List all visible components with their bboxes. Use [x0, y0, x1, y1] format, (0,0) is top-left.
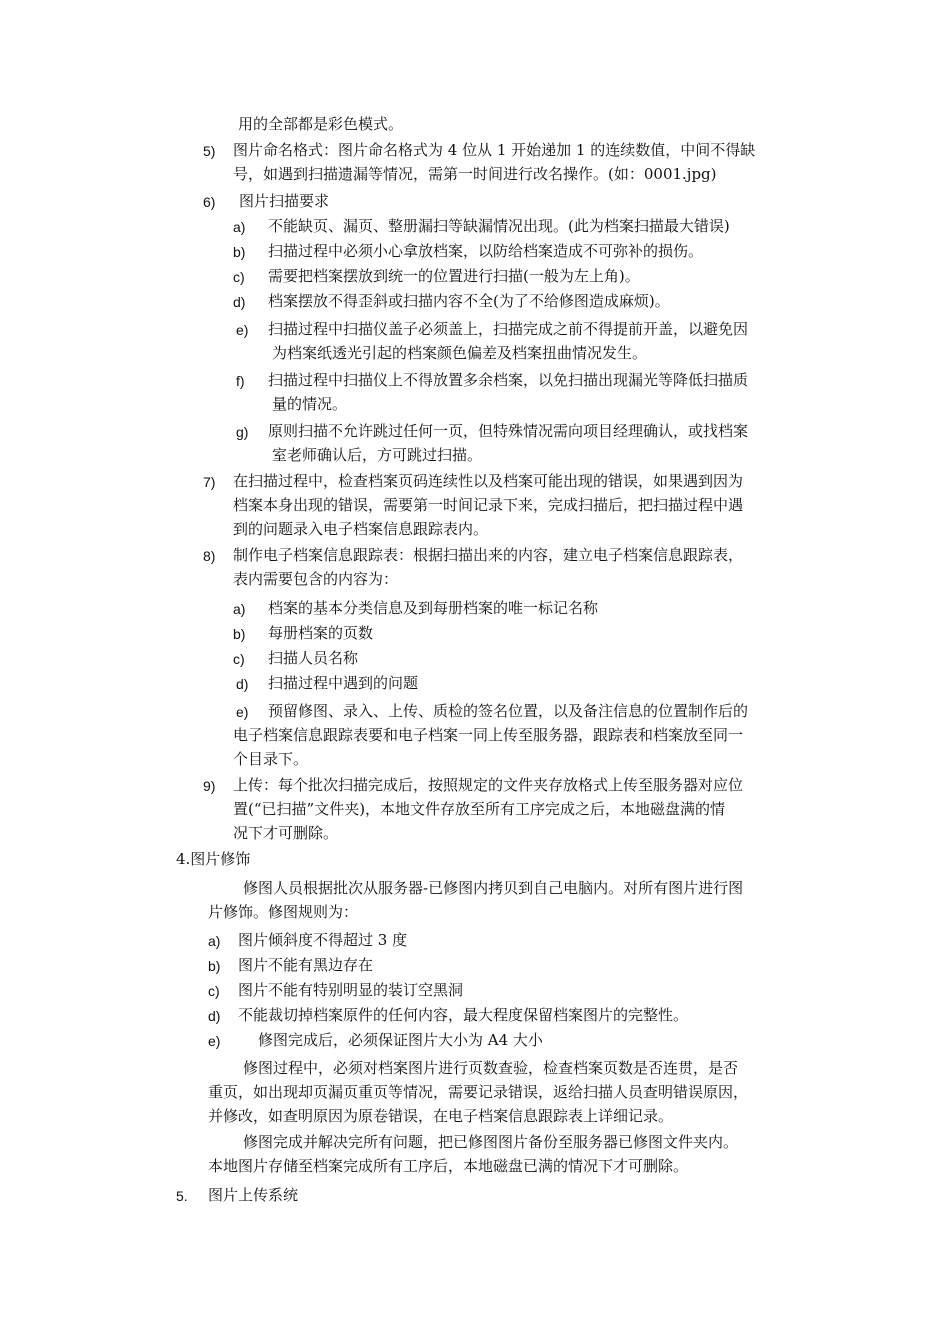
text-line: 修图人员根据批次从服务器-已修图内拷贝到自己电脑内。对所有图片进行图 — [243, 879, 744, 897]
text-line: 不能裁切掉档案原件的任何内容，最大程度保留档案图片的完整性。 — [238, 1006, 689, 1024]
list-marker: d) — [233, 294, 246, 310]
text-line: 室老师确认后，方可跳过扫描。 — [272, 446, 483, 464]
list-marker: 6) — [203, 194, 216, 210]
list-marker: a) — [233, 601, 246, 617]
text-line: 图片倾斜度不得超过 3 度 — [238, 931, 408, 949]
text-line: 不能缺页、漏页、整册漏扫等缺漏情况出现。(此为档案扫描最大错误) — [268, 217, 730, 235]
text-line: 修图过程中，必须对档案图片进行页数查验，检查档案页数是否连贯，是否 — [243, 1059, 739, 1077]
list-marker: b) — [233, 626, 246, 642]
list-marker: c) — [233, 651, 245, 667]
text-line: 图片扫描要求 — [239, 192, 330, 210]
text-line: 制作电子档案信息跟踪表：根据扫描出来的内容，建立电子档案信息跟踪表， — [233, 546, 744, 564]
text-line: 重页，如出现却页漏页重页等情况，需要记录错误，返给扫描人员查明错误原因， — [208, 1083, 749, 1101]
list-marker: e) — [208, 1033, 221, 1049]
text-line: 在扫描过程中，检查档案页码连续性以及档案可能出现的错误，如果遇到因为 — [233, 472, 744, 490]
list-marker: 8) — [203, 548, 216, 564]
list-marker: c) — [233, 269, 245, 285]
text-line: 片修饰。修图规则为： — [208, 903, 359, 921]
list-marker: e) — [236, 704, 249, 720]
text-line: 需要把档案摆放到统一的位置进行扫描(一般为左上角)。 — [268, 267, 640, 285]
text-line: 到的问题录入电子档案信息跟踪表内。 — [233, 520, 489, 538]
section-heading: 4.图片修饰 — [176, 850, 251, 868]
text-line: 原则扫描不允许跳过任何一页，但特殊情况需向项目经理确认，或找档案 — [268, 422, 749, 440]
text-line: 扫描过程中遇到的问题 — [268, 674, 419, 692]
text-line: 个目录下。 — [233, 750, 309, 768]
text-line: 档案本身出现的错误，需要第一时间记录下来，完成扫描后，把扫描过程中遇 — [233, 496, 744, 514]
list-marker: f) — [236, 373, 245, 389]
list-marker: c) — [208, 983, 220, 999]
text-line: 预留修图、录入、上传、质检的签名位置，以及备注信息的位置制作后的 — [268, 702, 749, 720]
list-marker: b) — [233, 244, 246, 260]
text-line: 为档案纸透光引起的档案颜色偏差及档案扭曲情况发生。 — [272, 344, 648, 362]
list-marker: b) — [208, 958, 221, 974]
list-marker: g) — [236, 424, 249, 440]
text-line: 图片不能有黑边存在 — [238, 956, 374, 974]
text-line: 置(“已扫描”文件夹)，本地文件存放至所有工序完成之后，本地磁盘满的情 — [233, 800, 726, 818]
text-line: 扫描过程中扫描仪盖子必须盖上，扫描完成之前不得提前开盖，以避免因 — [268, 320, 749, 338]
text-line: 档案摆放不得歪斜或扫描内容不全(为了不给修图造成麻烦)。 — [268, 292, 670, 310]
text-line: 用的全部都是彩色模式。 — [238, 115, 404, 133]
text-line: 并修改，如查明原因为原卷错误，在电子档案信息跟踪表上详细记录。 — [208, 1107, 674, 1125]
text-line: 量的情况。 — [272, 395, 348, 413]
section-heading: 图片上传系统 — [208, 1186, 299, 1204]
list-marker: a) — [233, 219, 246, 235]
text-line: 修图完成并解决完所有问题，把已修图图片备份至服务器已修图文件夹内。 — [243, 1133, 739, 1151]
list-marker: 5. — [176, 1188, 188, 1204]
text-line: 扫描人员名称 — [268, 649, 359, 667]
text-line: 本地图片存储至档案完成所有工序后，本地磁盘已满的情况下才可删除。 — [208, 1157, 689, 1175]
list-marker: 9) — [203, 778, 216, 794]
text-line: 每册档案的页数 — [268, 624, 374, 642]
list-marker: d) — [236, 676, 249, 692]
text-line: 况下才可删除。 — [233, 824, 339, 842]
text-line: 号，如遇到扫描遗漏等情况，需第一时间进行改名操作。(如：0001.jpg) — [233, 165, 717, 183]
text-line: 档案的基本分类信息及到每册档案的唯一标记名称 — [268, 599, 599, 617]
text-line: 图片不能有特别明显的装订空黑洞 — [238, 981, 464, 999]
list-marker: d) — [208, 1008, 221, 1024]
text-line: 表内需要包含的内容为： — [233, 570, 399, 588]
list-marker: 7) — [203, 474, 216, 490]
list-marker: a) — [208, 933, 221, 949]
list-marker: 5) — [203, 143, 216, 159]
text-line: 修图完成后，必须保证图片大小为 A4 大小 — [258, 1031, 543, 1049]
list-marker: e) — [236, 322, 249, 338]
text-line: 图片命名格式：图片命名格式为 4 位从 1 开始递加 1 的连续数值，中间不得缺 — [233, 141, 756, 159]
text-line: 电子档案信息跟踪表要和电子档案一同上传至服务器，跟踪表和档案放至同一 — [233, 726, 744, 744]
text-line: 扫描过程中必须小心拿放档案，以防给档案造成不可弥补的损伤。 — [268, 242, 704, 260]
text-line: 扫描过程中扫描仪上不得放置多余档案，以免扫描出现漏光等降低扫描质 — [268, 371, 749, 389]
text-line: 上传：每个批次扫描完成后，按照规定的文件夹存放格式上传至服务器对应位 — [233, 776, 744, 794]
